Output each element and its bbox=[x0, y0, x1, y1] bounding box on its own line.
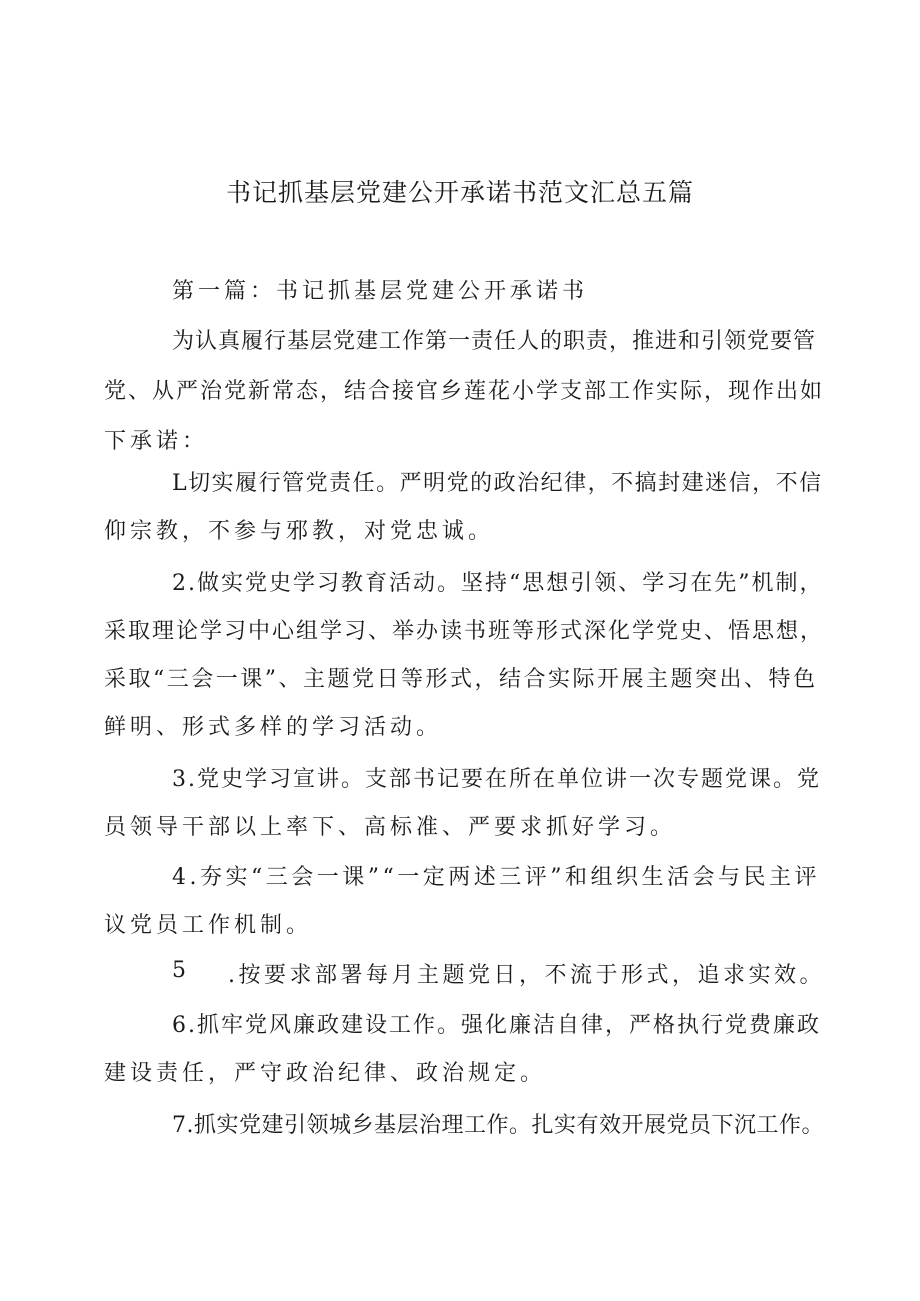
paragraph-line: L切实履行管党责任。严明党的政治纪律，不搞封建迷信，不信 bbox=[172, 471, 823, 496]
paragraph-line: 3.党史学习宣讲。支部书记要在所在单位讲一次专题党课。党 bbox=[172, 767, 821, 792]
paragraph-line: 仰宗教，不参与邪教，对党忠诚。 bbox=[104, 519, 495, 544]
paragraph-line: .按要求部署每月主题党日，不流于形式，追求实效。 bbox=[228, 963, 825, 988]
paragraph-line: 下承诺： bbox=[104, 429, 209, 454]
page-title: 书记抓基层党建公开承诺书范文汇总五篇 bbox=[225, 178, 694, 207]
paragraph-line: 议党员工作机制。 bbox=[104, 913, 313, 938]
paragraph-line: 2.做实党史学习教育活动。坚持“思想引领、学习在先”机制， bbox=[172, 571, 824, 596]
paragraph-line: 建设责任，严守政治纪律、政治规定。 bbox=[104, 1061, 547, 1086]
paragraph-line: 鲜明、形式多样的学习活动。 bbox=[104, 715, 443, 740]
item-number: 5 bbox=[172, 958, 190, 983]
paragraph-line: 采取“三会一课”、主题党日等形式，结合实际开展主题突出、特色 bbox=[104, 667, 818, 692]
paragraph-line: 7.抓实党建引领城乡基层治理工作。扎实有效开展党员下沉工作。 bbox=[172, 1113, 824, 1138]
paragraph-line: 为认真履行基层党建工作第一责任人的职责，推进和引领党要管 bbox=[172, 329, 817, 354]
paragraph-line: 党、从严治党新常态，结合接官乡莲花小学支部工作实际，现作出如 bbox=[104, 379, 825, 404]
paragraph-line: 采取理论学习中心组学习、举办读书班等形式深化学党史、悟思想， bbox=[104, 619, 825, 644]
paragraph-line: 员领导干部以上率下、高标准、严要求抓好学习。 bbox=[104, 815, 677, 840]
paragraph-line: 4.夯实“三会一课”“一定两述三评”和组织生活会与民主评 bbox=[172, 865, 820, 890]
section-heading: 第一篇：书记抓基层党建公开承诺书 bbox=[172, 279, 589, 304]
paragraph-line: 6.抓牢党风廉政建设工作。强化廉洁自律，严格执行党费廉政 bbox=[172, 1013, 821, 1038]
